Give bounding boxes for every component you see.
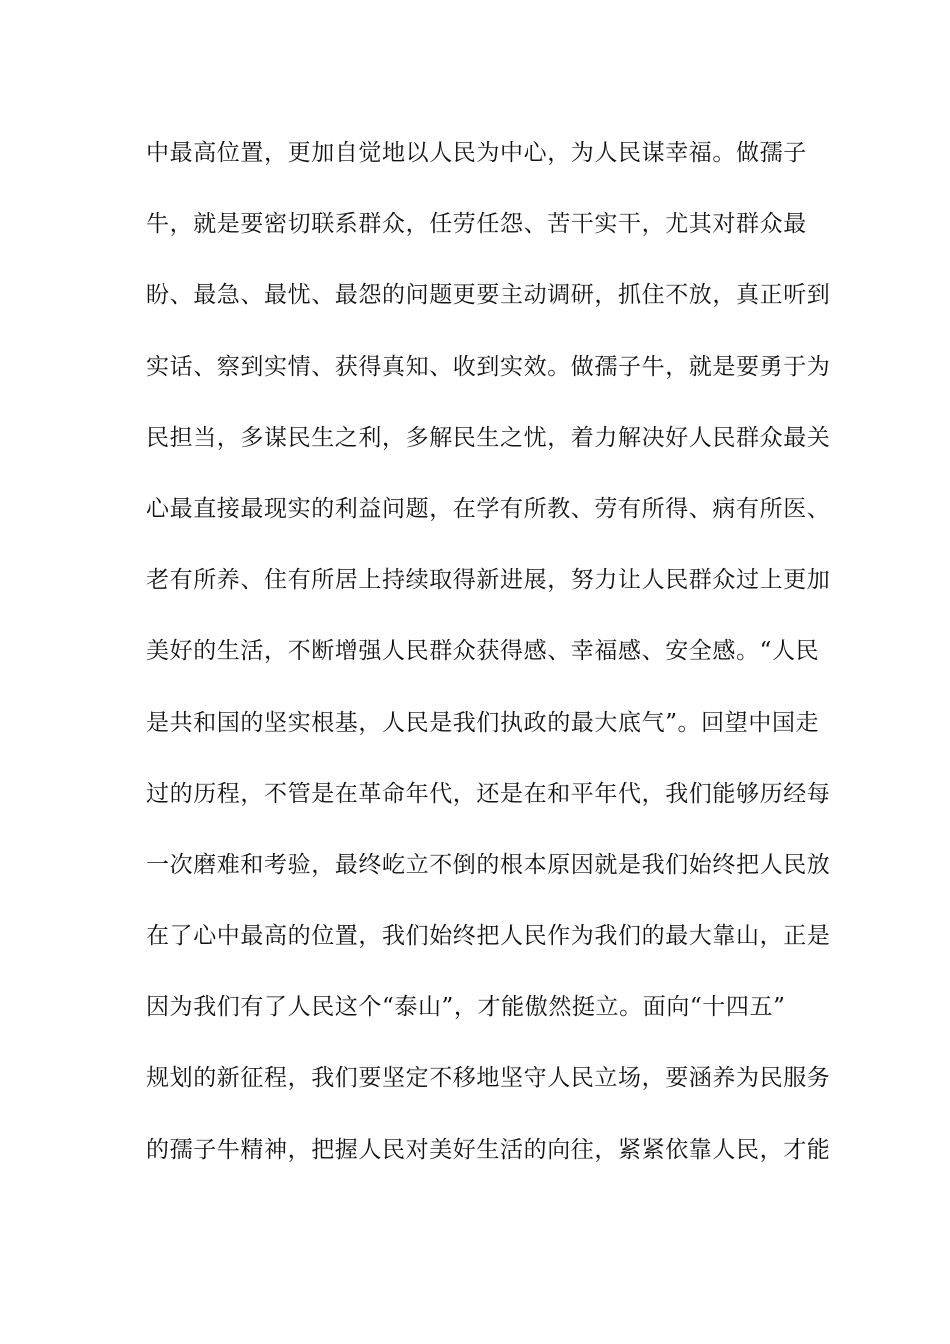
text-line: 在了心中最高的位置，我们始终把人民作为我们的最大靠山，正是 xyxy=(146,923,831,950)
text-line: 因为我们有了人民这个“泰山”，才能傲然挺立。面向“十四五” xyxy=(146,994,786,1021)
text-line: 一次磨难和考验，最终屹立不倒的根本原因就是我们始终把人民放 xyxy=(146,851,831,878)
text-line: 是共和国的坚实根基，人民是我们执政的最大底气”。回望中国走 xyxy=(146,709,820,736)
text-line: 规划的新征程，我们要坚定不移地坚守人民立场，要涵养为民服务 xyxy=(146,1065,831,1092)
text-line: 民担当，多谋民生之利，多解民生之忧，着力解决好人民群众最关 xyxy=(146,424,831,451)
text-line: 中最高位置，更加自觉地以人民为中心，为人民谋幸福。做孺子 xyxy=(146,140,807,166)
body-text xyxy=(146,135,831,1203)
text-line: 美好的生活，不断增强人民群众获得感、幸福感、安全感。“人民 xyxy=(146,638,820,665)
text-line: 盼、最急、最忧、最怨的问题更要主动调研，抓住不放，真正听到 xyxy=(146,282,831,309)
text-line: 老有所养、住有所居上持续取得新进展，努力让人民群众过上更加 xyxy=(146,567,831,594)
text-line: 心最直接最现实的利益问题，在学有所教、劳有所得、病有所医、 xyxy=(146,495,831,522)
text-line: 过的历程，不管是在革命年代，还是在和平年代，我们能够历经每 xyxy=(146,780,831,807)
text-line: 实话、察到实情、获得真知、收到实效。做孺子牛，就是要勇于为 xyxy=(146,353,831,380)
text-line: 牛，就是要密切联系群众，任劳任怨、苦干实干，尤其对群众最 xyxy=(146,211,807,238)
text-line: 的孺子牛精神，把握人民对美好生活的向往，紧紧依靠人民，才能 xyxy=(146,1136,831,1163)
